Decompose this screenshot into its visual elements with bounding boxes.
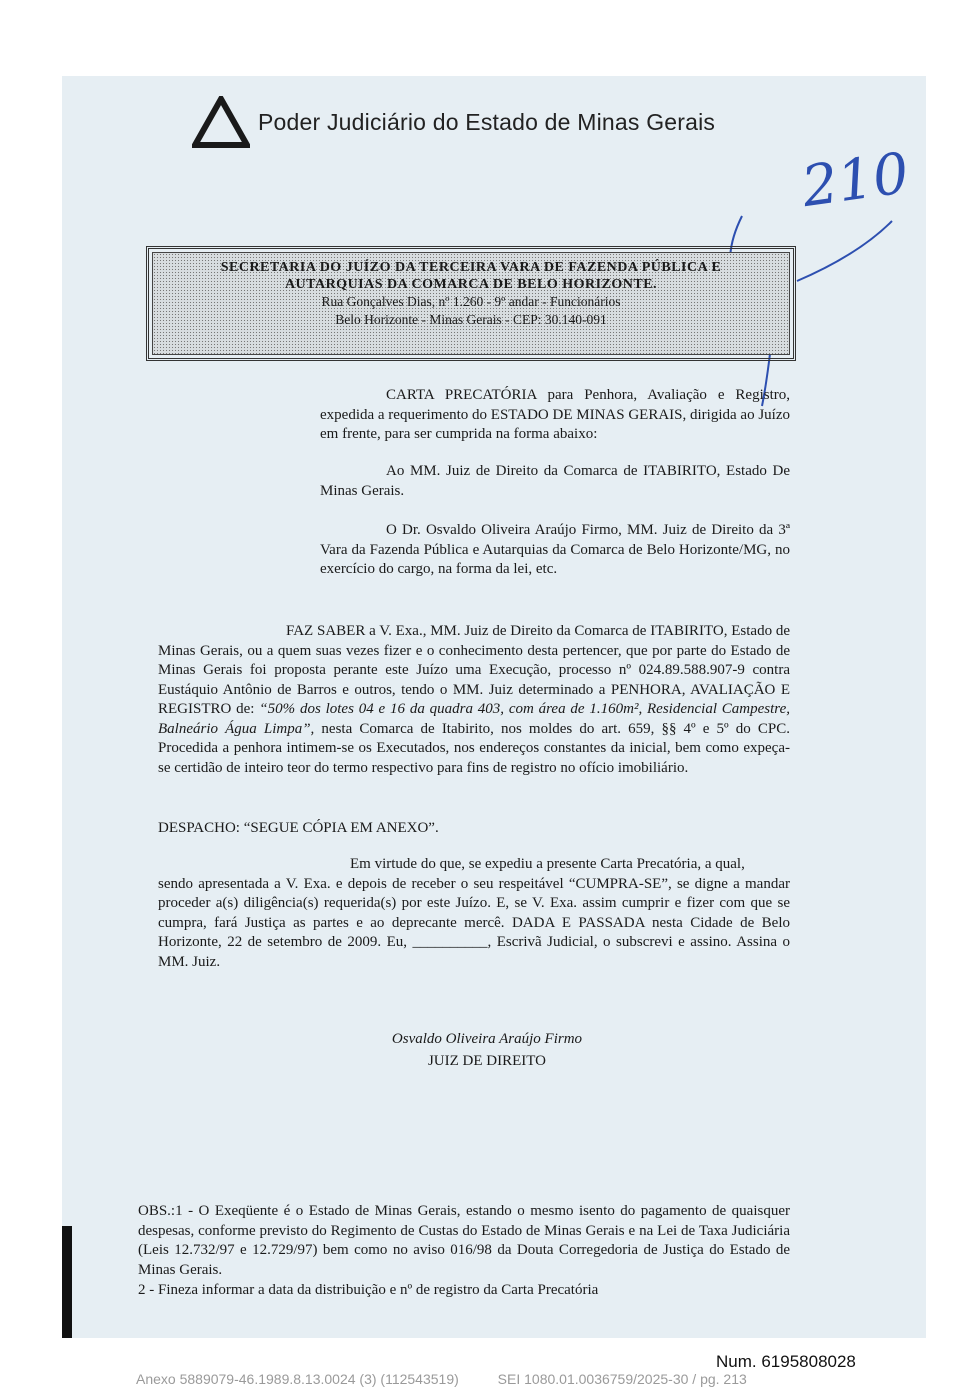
handwritten-page-number: 210 — [797, 140, 913, 221]
faz-saber-paragraph — [158, 622, 790, 778]
office-address-line1: Rua Gonçalves Dias, nº 1.260 - 9º andar - Funcionários — [321, 294, 621, 309]
closing-rest: sendo apresentada a V. Exa. e depois de receber o seu respeitável “CUMPRA-SE”, se digne a mandar proceder a(s) diligência(s) requerida(s) por este Juízo. E, se V. Exa. assim cumprir e fizer com que se cumpra, fará Justiça as partes e ao deprecante mercê. DADA E PASSADA nesta Cidade de Belo Horizonte, 22 de setembro de 2009. Eu, __________, Escrivã Judicial, o subscrevi e assino. Assina o MM. Juiz. — [158, 875, 790, 970]
closing-first-line: Em virtude do que, se expediu a presente Carta Precatória, a qual, — [350, 856, 745, 872]
court-office-box — [146, 246, 796, 361]
property-description: “50% dos lotes 04 e 16 da quadra 403, com área de 1.160m², Residencial Campestre, Balneário Água Limpa”, — [158, 701, 790, 737]
office-address-line2: Belo Horizonte - Minas Gerais - CEP: 30.140-091 — [335, 312, 607, 327]
scan-edge-shadow — [62, 1226, 72, 1338]
closing-paragraph — [158, 855, 790, 972]
despacho-line: DESPACHO: “SEGUE CÓPIA EM ANEXO”. — [158, 820, 439, 836]
document-number: Num. 6195808028 — [716, 1352, 856, 1371]
document-page — [62, 76, 926, 1338]
obs-item-2: 2 - Fineza informar a data da distribuição e nº de registro da Carta Precatória — [138, 1282, 599, 1298]
office-name-line2: AUTARQUIAS DA COMARCA DE BELO HORIZONTE. — [284, 277, 658, 292]
letterhead — [192, 96, 715, 148]
issuer-paragraph: O Dr. Osvaldo Oliveira Araújo Firmo, MM. Juiz de Direito da 3ª Vara da Fazenda Pública e Autarquias da Comarca de Belo Horizonte/MG, no exercício do cargo, na forma da lei, etc. — [320, 522, 790, 577]
judiciary-triangle-icon — [192, 96, 250, 148]
obs-item-1: OBS.:1 - O Exeqüente é o Estado de Minas Gerais, estando o mesmo isento do pagamento de quaisquer despesas, conforme previsto do Regimento de Custas do Estado de Minas Gerais e na Lei de Taxa Judiciária (Leis 12.732/97 e 12.729/97) bem como no aviso 016/98 da Douta Corregedoria de Justiça do Estado de Minas Gerais. — [138, 1203, 790, 1278]
faz-saber-text-a: FAZ SABER a V. Exa., MM. Juiz de Direito da Comarca de ITABIRITO, Estado de Minas Gerais, ou a quem suas vezes fizer e o conhecimento desta pertencer, que por parte do Estado de Minas Gerais foi proposta perante este Juízo uma Execução, processo nº 024.89.588.907-9 contra Eustáquio Antônio de Barros e outros, tendo o MM. Juiz determinado a PENHORA, AVALIAÇÃO E REGISTRO de: — [158, 623, 790, 717]
faz-saber-text-b: nesta Comarca de Itabirito, nos moldes do art. 659, §§ 4º e 5º do CPC. Procedida a penhora intimem-se os Executados, nos endereços constantes da inicial, bem como expeça-se certidão de inteiro teor do termo respectivo para fins de registro no ofício imobiliário. — [158, 720, 791, 776]
annex-reference: Anexo 5889079-46.1989.8.13.0024 (3) (112543519) SEI 1080.01.0036759/2025-30 / pg. 213 — [136, 1371, 747, 1387]
judge-signature-name: Osvaldo Oliveira Araújo Firmo — [391, 1031, 583, 1047]
office-name-line1: SECRETARIA DO JUÍZO DA TERCEIRA VARA DE FAZENDA PÚBLICA E — [220, 260, 722, 275]
judge-signature-title: JUIZ DE DIREITO — [427, 1053, 547, 1069]
intro-paragraph: CARTA PRECATÓRIA para Penhora, Avaliação e Registro, expedida a requerimento do ESTADO DE MINAS GERAIS, dirigida ao Juízo em frente, para ser cumprida na forma abaixo: — [320, 387, 790, 442]
addressee-paragraph: Ao MM. Juiz de Direito da Comarca de ITABIRITO, Estado De Minas Gerais. — [320, 463, 790, 499]
court-title: Poder Judiciário do Estado de Minas Gerais — [258, 108, 716, 135]
